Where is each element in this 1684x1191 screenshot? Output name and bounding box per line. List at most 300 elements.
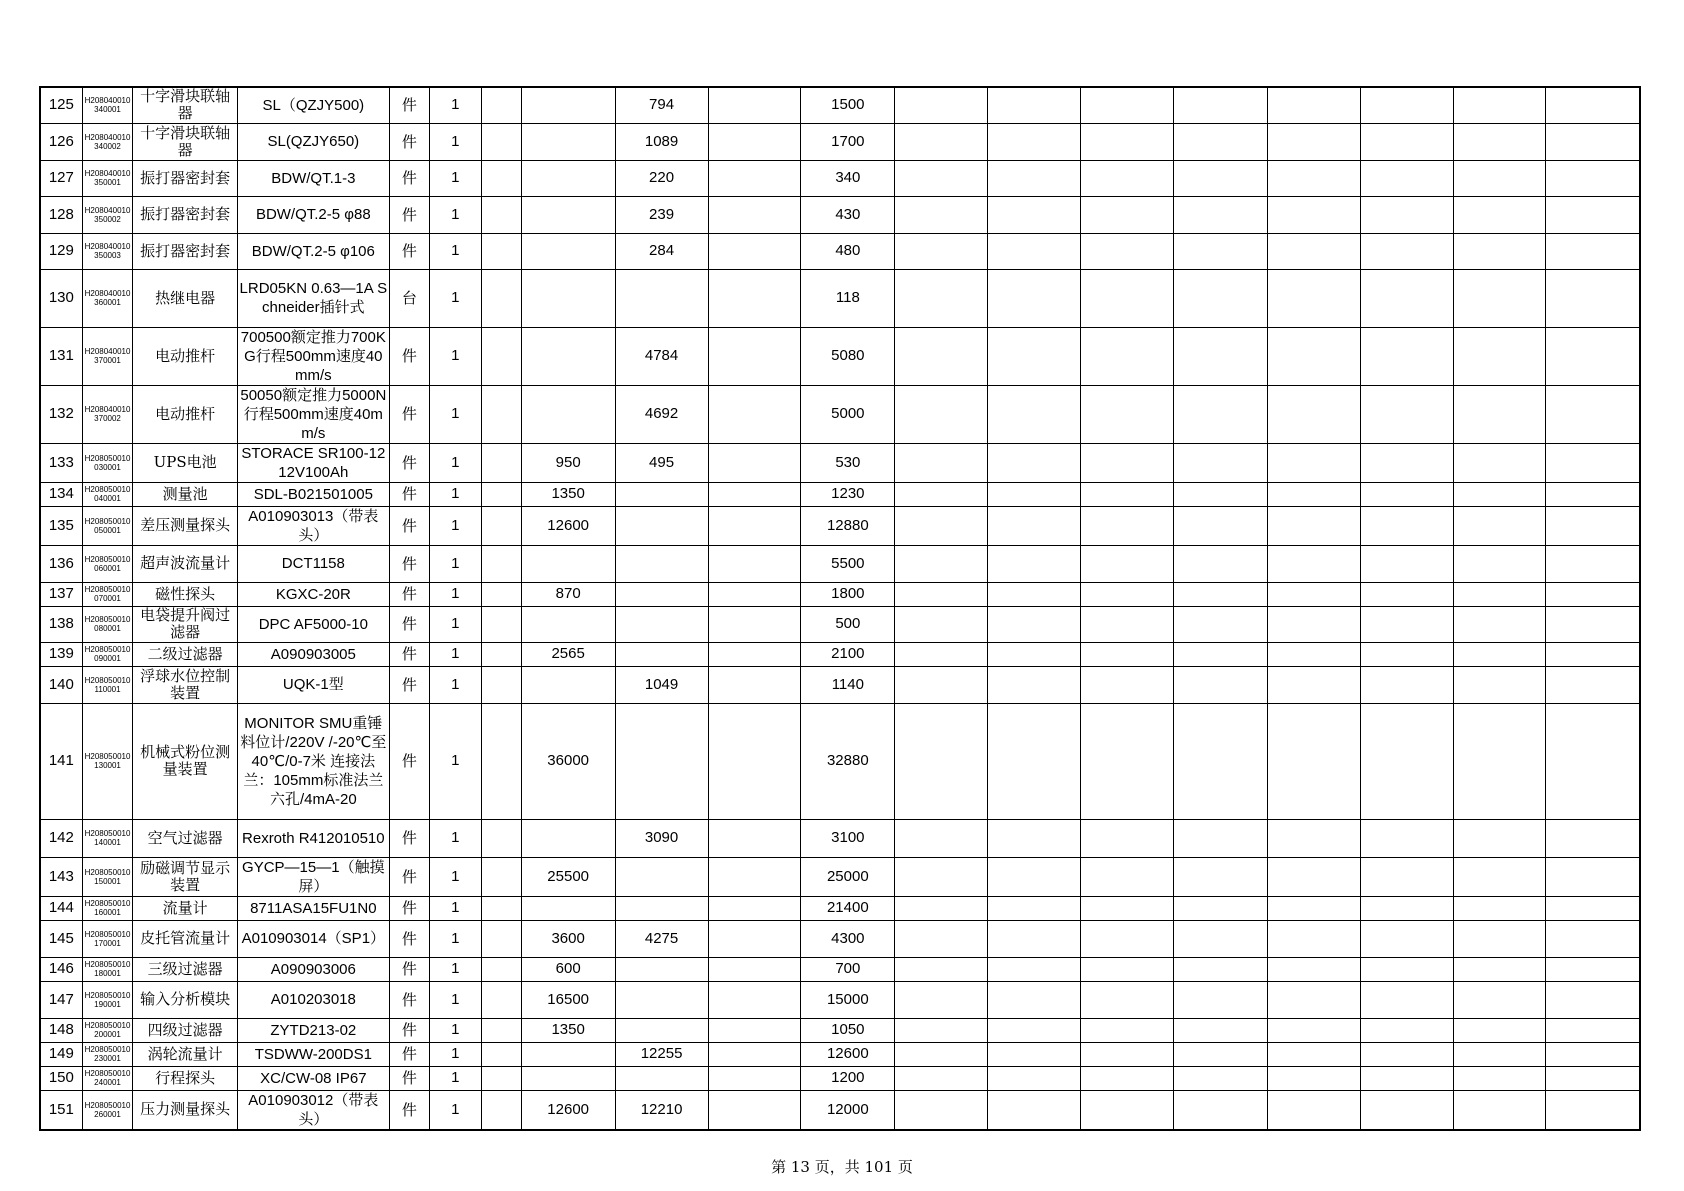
table-row — [40, 443, 1640, 482]
price-cell-d — [708, 857, 801, 896]
empty-cell — [895, 482, 988, 506]
material-code-cell: H208050010160001 — [82, 896, 133, 920]
specification-cell: 8711ASA15FU1N0 — [237, 896, 389, 920]
price-cell-c: 12255 — [615, 1042, 708, 1066]
empty-cell — [895, 87, 988, 123]
unit-cell: 件 — [389, 196, 429, 233]
price-cell-b — [521, 606, 615, 642]
item-name-cell: 超声波流量计 — [133, 545, 237, 582]
price-cell-c: 4784 — [615, 327, 708, 385]
empty-cell — [1173, 582, 1267, 606]
empty-cell — [1546, 327, 1640, 385]
material-code-cell: H208040010370001 — [82, 327, 133, 385]
quantity-cell: 1 — [429, 196, 481, 233]
empty-cell — [1360, 582, 1453, 606]
empty-cell — [1173, 269, 1267, 327]
item-number-cell: 139 — [40, 642, 82, 666]
unit-cell: 件 — [389, 1018, 429, 1042]
empty-cell — [1081, 896, 1174, 920]
item-name-cell: 机械式粉位测量装置 — [133, 703, 237, 819]
empty-cell — [1267, 87, 1360, 123]
quantity-cell: 1 — [429, 443, 481, 482]
price-cell-d — [708, 1018, 801, 1042]
empty-cell — [1360, 642, 1453, 666]
empty-cell — [1546, 957, 1640, 981]
empty-cell — [1360, 1018, 1453, 1042]
empty-cell — [1546, 1042, 1640, 1066]
table-row — [40, 896, 1640, 920]
price-cell-d — [708, 545, 801, 582]
empty-cell — [1267, 703, 1360, 819]
table-row — [40, 582, 1640, 606]
empty-cell — [1360, 385, 1453, 443]
empty-cell — [1546, 160, 1640, 196]
price-cell-d — [708, 896, 801, 920]
empty-cell — [1173, 606, 1267, 642]
material-code-cell: H208050010200001 — [82, 1018, 133, 1042]
empty-cell — [1173, 385, 1267, 443]
empty-cell — [1453, 1090, 1546, 1130]
empty-cell — [1173, 196, 1267, 233]
unit-cell: 件 — [389, 666, 429, 703]
item-number-cell: 147 — [40, 981, 82, 1018]
price-cell-c: 1089 — [615, 123, 708, 160]
empty-cell — [1360, 327, 1453, 385]
empty-cell — [988, 896, 1081, 920]
empty-cell — [988, 819, 1081, 857]
price-cell-b — [521, 545, 615, 582]
empty-cell — [1267, 981, 1360, 1018]
price-cell-e: 480 — [801, 233, 895, 269]
quantity-cell: 1 — [429, 582, 481, 606]
quantity-cell: 1 — [429, 957, 481, 981]
item-name-cell: 四级过滤器 — [133, 1018, 237, 1042]
price-cell-b — [521, 1066, 615, 1090]
empty-cell — [1081, 819, 1174, 857]
empty-cell — [988, 1090, 1081, 1130]
price-cell-b — [521, 819, 615, 857]
empty-cell — [1453, 482, 1546, 506]
item-name-cell: 热继电器 — [133, 269, 237, 327]
price-cell-d — [708, 160, 801, 196]
price-cell-a — [481, 160, 521, 196]
material-code-cell: H208050010260001 — [82, 1090, 133, 1130]
quantity-cell: 1 — [429, 606, 481, 642]
price-cell-e: 1230 — [801, 482, 895, 506]
item-name-cell: 皮托管流量计 — [133, 920, 237, 957]
empty-cell — [1267, 1018, 1360, 1042]
table-row — [40, 545, 1640, 582]
item-number-cell: 128 — [40, 196, 82, 233]
empty-cell — [1453, 857, 1546, 896]
empty-cell — [988, 957, 1081, 981]
empty-cell — [1546, 920, 1640, 957]
unit-cell: 台 — [389, 269, 429, 327]
item-name-cell: 涡轮流量计 — [133, 1042, 237, 1066]
empty-cell — [895, 443, 988, 482]
empty-cell — [1267, 482, 1360, 506]
unit-cell: 件 — [389, 1090, 429, 1130]
empty-cell — [1081, 506, 1174, 545]
item-name-cell: 励磁调节显示装置 — [133, 857, 237, 896]
price-cell-c: 4692 — [615, 385, 708, 443]
empty-cell — [895, 196, 988, 233]
empty-cell — [988, 920, 1081, 957]
specification-cell: 50050额定推力5000N行程500mm速度40mm/s — [237, 385, 389, 443]
empty-cell — [1173, 703, 1267, 819]
material-code-cell: H208040010360001 — [82, 269, 133, 327]
price-cell-a — [481, 506, 521, 545]
empty-cell — [1546, 385, 1640, 443]
price-cell-c — [615, 269, 708, 327]
price-cell-c: 4275 — [615, 920, 708, 957]
item-name-cell: 振打器密封套 — [133, 196, 237, 233]
unit-cell: 件 — [389, 819, 429, 857]
table-row — [40, 327, 1640, 385]
empty-cell — [1267, 582, 1360, 606]
empty-cell — [895, 233, 988, 269]
price-cell-c — [615, 957, 708, 981]
price-cell-d — [708, 327, 801, 385]
price-cell-a — [481, 327, 521, 385]
price-cell-a — [481, 385, 521, 443]
empty-cell — [1267, 957, 1360, 981]
price-cell-a — [481, 1090, 521, 1130]
price-cell-e: 700 — [801, 957, 895, 981]
empty-cell — [1081, 87, 1174, 123]
price-cell-c — [615, 642, 708, 666]
material-code-cell: H208050010180001 — [82, 957, 133, 981]
price-cell-e: 12000 — [801, 1090, 895, 1130]
price-cell-a — [481, 981, 521, 1018]
empty-cell — [1453, 606, 1546, 642]
empty-cell — [1453, 233, 1546, 269]
empty-cell — [1173, 1090, 1267, 1130]
empty-cell — [1173, 482, 1267, 506]
empty-cell — [1453, 582, 1546, 606]
empty-cell — [1360, 666, 1453, 703]
empty-cell — [1453, 506, 1546, 545]
quantity-cell: 1 — [429, 87, 481, 123]
price-cell-d — [708, 482, 801, 506]
price-cell-e: 1140 — [801, 666, 895, 703]
empty-cell — [1267, 385, 1360, 443]
price-cell-b — [521, 327, 615, 385]
quantity-cell: 1 — [429, 269, 481, 327]
empty-cell — [895, 582, 988, 606]
material-code-cell: H208050010060001 — [82, 545, 133, 582]
price-cell-e: 5500 — [801, 545, 895, 582]
empty-cell — [1081, 123, 1174, 160]
empty-cell — [1453, 1066, 1546, 1090]
price-cell-b: 870 — [521, 582, 615, 606]
item-name-cell: 流量计 — [133, 896, 237, 920]
empty-cell — [895, 545, 988, 582]
specification-cell: BDW/QT.2-5 φ88 — [237, 196, 389, 233]
empty-cell — [988, 666, 1081, 703]
empty-cell — [1267, 233, 1360, 269]
unit-cell: 件 — [389, 482, 429, 506]
table-row — [40, 857, 1640, 896]
price-cell-b — [521, 233, 615, 269]
empty-cell — [1453, 920, 1546, 957]
empty-cell — [988, 1066, 1081, 1090]
price-cell-b: 12600 — [521, 1090, 615, 1130]
price-cell-a — [481, 920, 521, 957]
empty-cell — [895, 1042, 988, 1066]
empty-cell — [1173, 123, 1267, 160]
price-cell-e: 2100 — [801, 642, 895, 666]
price-cell-a — [481, 443, 521, 482]
quantity-cell: 1 — [429, 506, 481, 545]
empty-cell — [988, 482, 1081, 506]
empty-cell — [1081, 582, 1174, 606]
item-number-cell: 140 — [40, 666, 82, 703]
price-cell-a — [481, 582, 521, 606]
empty-cell — [1267, 196, 1360, 233]
material-code-cell: H208050010070001 — [82, 582, 133, 606]
price-cell-c — [615, 582, 708, 606]
unit-cell: 件 — [389, 642, 429, 666]
price-cell-a — [481, 957, 521, 981]
empty-cell — [1173, 87, 1267, 123]
price-cell-b — [521, 269, 615, 327]
quantity-cell: 1 — [429, 123, 481, 160]
empty-cell — [895, 160, 988, 196]
empty-cell — [1546, 1090, 1640, 1130]
item-name-cell: 压力测量探头 — [133, 1090, 237, 1130]
empty-cell — [1081, 443, 1174, 482]
price-cell-b: 950 — [521, 443, 615, 482]
empty-cell — [1546, 443, 1640, 482]
quantity-cell: 1 — [429, 896, 481, 920]
price-cell-b: 36000 — [521, 703, 615, 819]
empty-cell — [1453, 1042, 1546, 1066]
empty-cell — [1453, 443, 1546, 482]
empty-cell — [1081, 981, 1174, 1018]
empty-cell — [1453, 160, 1546, 196]
empty-cell — [1173, 1066, 1267, 1090]
price-cell-c — [615, 981, 708, 1018]
empty-cell — [1360, 606, 1453, 642]
empty-cell — [1173, 327, 1267, 385]
unit-cell: 件 — [389, 857, 429, 896]
unit-cell: 件 — [389, 506, 429, 545]
empty-cell — [1267, 160, 1360, 196]
price-cell-e: 1200 — [801, 1066, 895, 1090]
price-cell-c — [615, 1066, 708, 1090]
price-cell-b: 600 — [521, 957, 615, 981]
price-cell-d — [708, 666, 801, 703]
quantity-cell: 1 — [429, 1066, 481, 1090]
quantity-cell: 1 — [429, 160, 481, 196]
empty-cell — [1173, 160, 1267, 196]
price-cell-b — [521, 385, 615, 443]
price-cell-a — [481, 269, 521, 327]
table-row — [40, 819, 1640, 857]
item-name-cell: 三级过滤器 — [133, 957, 237, 981]
empty-cell — [895, 981, 988, 1018]
empty-cell — [1081, 545, 1174, 582]
quantity-cell: 1 — [429, 981, 481, 1018]
empty-cell — [1546, 703, 1640, 819]
price-cell-b: 3600 — [521, 920, 615, 957]
empty-cell — [895, 327, 988, 385]
price-cell-d — [708, 642, 801, 666]
empty-cell — [1546, 269, 1640, 327]
empty-cell — [988, 582, 1081, 606]
item-number-cell: 127 — [40, 160, 82, 196]
price-cell-b: 25500 — [521, 857, 615, 896]
unit-cell: 件 — [389, 957, 429, 981]
item-number-cell: 141 — [40, 703, 82, 819]
unit-cell: 件 — [389, 160, 429, 196]
empty-cell — [988, 269, 1081, 327]
price-cell-d — [708, 703, 801, 819]
material-code-cell: H208050010110001 — [82, 666, 133, 703]
empty-cell — [1081, 1066, 1174, 1090]
price-cell-d — [708, 233, 801, 269]
empty-cell — [1173, 981, 1267, 1018]
empty-cell — [1360, 957, 1453, 981]
table-row — [40, 123, 1640, 160]
empty-cell — [1453, 327, 1546, 385]
unit-cell: 件 — [389, 981, 429, 1018]
price-cell-e: 15000 — [801, 981, 895, 1018]
price-cell-c — [615, 606, 708, 642]
empty-cell — [988, 642, 1081, 666]
specification-cell: UQK-1型 — [237, 666, 389, 703]
empty-cell — [1173, 642, 1267, 666]
empty-cell — [1546, 896, 1640, 920]
unit-cell: 件 — [389, 327, 429, 385]
price-cell-b — [521, 896, 615, 920]
table-row — [40, 482, 1640, 506]
price-cell-d — [708, 957, 801, 981]
price-cell-a — [481, 87, 521, 123]
empty-cell — [895, 819, 988, 857]
price-cell-a — [481, 482, 521, 506]
item-name-cell: 差压测量探头 — [133, 506, 237, 545]
price-cell-a — [481, 196, 521, 233]
empty-cell — [1173, 819, 1267, 857]
empty-cell — [1173, 896, 1267, 920]
table-row — [40, 957, 1640, 981]
table-row — [40, 1042, 1640, 1066]
unit-cell: 件 — [389, 582, 429, 606]
table-row — [40, 385, 1640, 443]
price-cell-d — [708, 1042, 801, 1066]
empty-cell — [895, 123, 988, 160]
empty-cell — [1546, 506, 1640, 545]
empty-cell — [1173, 957, 1267, 981]
material-code-cell: H208050010230001 — [82, 1042, 133, 1066]
empty-cell — [895, 606, 988, 642]
price-cell-a — [481, 857, 521, 896]
specification-cell: BDW/QT.1-3 — [237, 160, 389, 196]
specification-cell: TSDWW-200DS1 — [237, 1042, 389, 1066]
empty-cell — [1267, 269, 1360, 327]
empty-cell — [988, 1042, 1081, 1066]
price-cell-d — [708, 385, 801, 443]
empty-cell — [1360, 233, 1453, 269]
price-cell-d — [708, 443, 801, 482]
item-name-cell: 浮球水位控制装置 — [133, 666, 237, 703]
material-code-cell: H208050010080001 — [82, 606, 133, 642]
price-cell-e: 340 — [801, 160, 895, 196]
empty-cell — [1546, 123, 1640, 160]
price-cell-b — [521, 196, 615, 233]
specification-cell: LRD05KN 0.63—1A Schneider插针式 — [237, 269, 389, 327]
price-cell-c: 495 — [615, 443, 708, 482]
item-number-cell: 143 — [40, 857, 82, 896]
empty-cell — [1173, 506, 1267, 545]
price-cell-a — [481, 703, 521, 819]
empty-cell — [1081, 327, 1174, 385]
empty-cell — [1360, 1090, 1453, 1130]
empty-cell — [1360, 482, 1453, 506]
empty-cell — [1453, 703, 1546, 819]
empty-cell — [1267, 920, 1360, 957]
table-row — [40, 981, 1640, 1018]
material-code-cell: H208050010030001 — [82, 443, 133, 482]
unit-cell: 件 — [389, 920, 429, 957]
empty-cell — [1081, 642, 1174, 666]
empty-cell — [895, 506, 988, 545]
item-name-cell: 输入分析模块 — [133, 981, 237, 1018]
specification-cell: A090903006 — [237, 957, 389, 981]
table-row — [40, 233, 1640, 269]
quantity-cell: 1 — [429, 1042, 481, 1066]
specification-cell: KGXC-20R — [237, 582, 389, 606]
price-cell-c — [615, 1018, 708, 1042]
empty-cell — [1360, 981, 1453, 1018]
empty-cell — [988, 545, 1081, 582]
empty-cell — [1173, 920, 1267, 957]
item-number-cell: 151 — [40, 1090, 82, 1130]
empty-cell — [988, 160, 1081, 196]
item-name-cell: 十字滑块联轴器 — [133, 123, 237, 160]
empty-cell — [1546, 642, 1640, 666]
price-cell-c: 3090 — [615, 819, 708, 857]
empty-cell — [895, 1066, 988, 1090]
empty-cell — [988, 233, 1081, 269]
price-cell-a — [481, 123, 521, 160]
empty-cell — [1360, 269, 1453, 327]
item-number-cell: 129 — [40, 233, 82, 269]
empty-cell — [988, 606, 1081, 642]
specification-cell: A010903014（SP1） — [237, 920, 389, 957]
empty-cell — [1453, 1018, 1546, 1042]
price-cell-d — [708, 981, 801, 1018]
empty-cell — [1173, 233, 1267, 269]
empty-cell — [1267, 819, 1360, 857]
price-cell-d — [708, 87, 801, 123]
unit-cell: 件 — [389, 233, 429, 269]
empty-cell — [895, 920, 988, 957]
empty-cell — [895, 1090, 988, 1130]
empty-cell — [1360, 819, 1453, 857]
empty-cell — [1267, 1090, 1360, 1130]
empty-cell — [1081, 606, 1174, 642]
table-row — [40, 920, 1640, 957]
empty-cell — [1360, 920, 1453, 957]
price-cell-d — [708, 506, 801, 545]
price-cell-b: 12600 — [521, 506, 615, 545]
empty-cell — [1360, 703, 1453, 819]
price-cell-b: 2565 — [521, 642, 615, 666]
empty-cell — [1267, 666, 1360, 703]
